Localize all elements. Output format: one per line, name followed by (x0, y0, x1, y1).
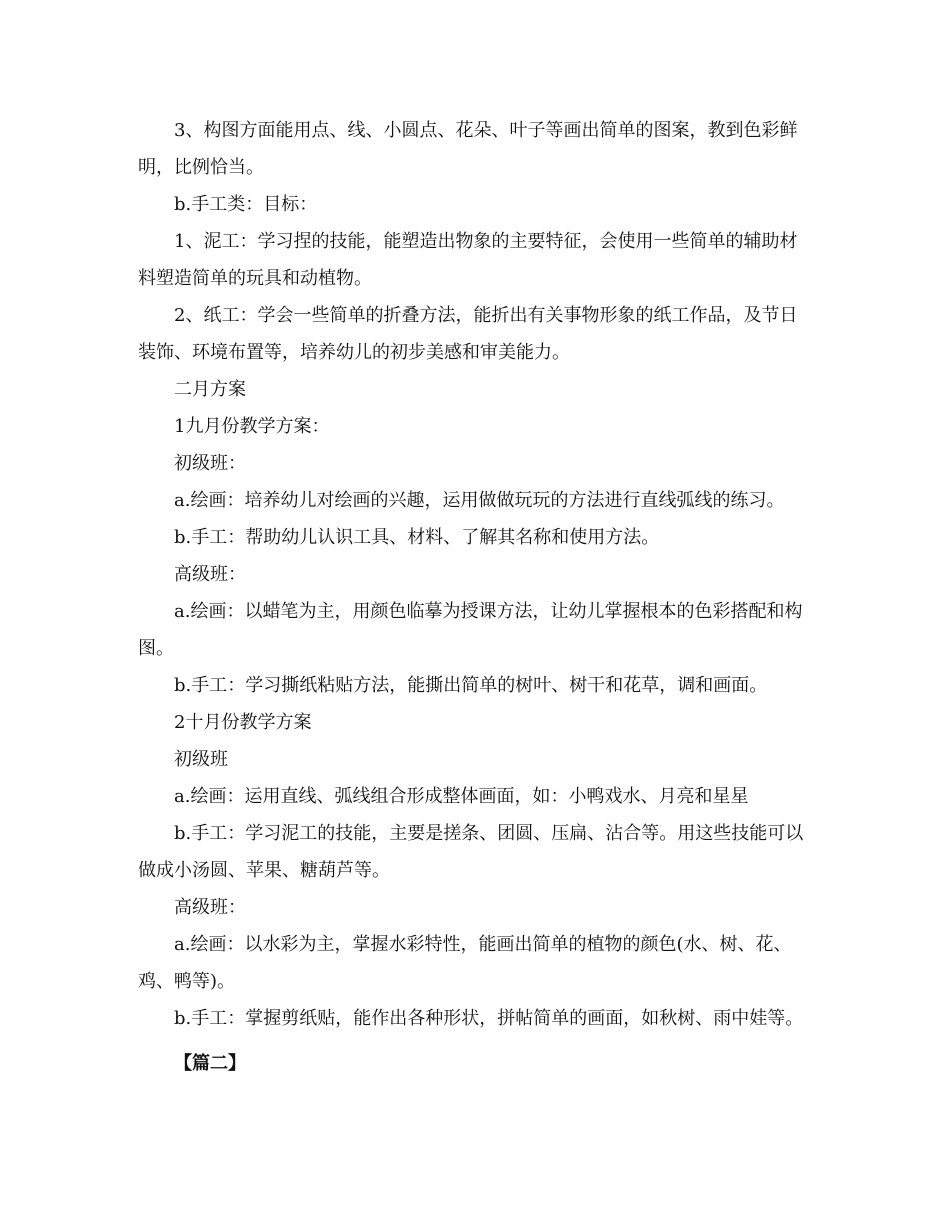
paragraph-handcraft-goal: b.手工类：目标： (174, 194, 318, 215)
paragraph-september-plan: 1九月份教学方案： (174, 416, 330, 437)
paragraph-october-plan: 2十月份教学方案 (174, 712, 312, 733)
paragraph-senior-class-sep: 高级班： (174, 564, 246, 585)
document-body (138, 112, 810, 1082)
paragraph-senior-drawing-sep: a.绘画：以蜡笔为主，用颜色临摹为授课方法，让幼儿掌握根本的色彩搭配和构图。 (138, 601, 803, 659)
paragraph-senior-class-oct: 高级班： (174, 897, 246, 918)
paragraph-junior-class-oct: 初级班 (174, 749, 228, 770)
paragraph-february-plan: 二月方案 (174, 379, 246, 400)
paragraph-junior-drawing-sep: a.绘画：培养幼儿对绘画的兴趣，运用做做玩玩的方法进行直线弧线的练习。 (174, 490, 785, 511)
paragraph-junior-drawing-oct: a.绘画：运用直线、弧线组合形成整体画面，如：小鸭戏水、月亮和星星 (174, 786, 749, 807)
paragraph-composition: 3、构图方面能用点、线、小圆点、花朵、叶子等画出简单的图案，教到色彩鲜明，比例恰当。 (138, 120, 798, 178)
paragraph-senior-drawing-oct: a.绘画：以水彩为主，掌握水彩特性，能画出简单的植物的颜色(水、树、花、鸡、鸭等)。 (138, 934, 792, 992)
paragraph-senior-handcraft-sep: b.手工：学习撕纸粘贴方法，能撕出简单的树叶、树干和花草，调和画面。 (174, 675, 768, 696)
paragraph-junior-handcraft-oct: b.手工：学习泥工的技能，主要是搓条、团圆、压扁、沾合等。用这些技能可以做成小汤圆、苹果、糖葫芦等。 (138, 823, 804, 881)
section-heading: 【篇二】 (174, 1053, 246, 1074)
paragraph-senior-handcraft-oct: b.手工：掌握剪纸贴，能作出各种形状，拼帖简单的画面，如秋树、雨中娃等。 (174, 1008, 804, 1029)
paragraph-paper-work: 2、纸工：学会一些简单的折叠方法，能折出有关事物形象的纸工作品，及节日装饰、环境布置等，培养幼儿的初步美感和审美能力。 (138, 305, 798, 363)
paragraph-clay-work: 1、泥工：学习捏的技能，能塑造出物象的主要特征，会使用一些简单的辅助材料塑造简单的玩具和动植物。 (138, 231, 798, 289)
paragraph-junior-handcraft-sep: b.手工：帮助幼儿认识工具、材料、了解其名称和使用方法。 (174, 527, 660, 548)
paragraph-junior-class-sep: 初级班： (174, 453, 246, 474)
